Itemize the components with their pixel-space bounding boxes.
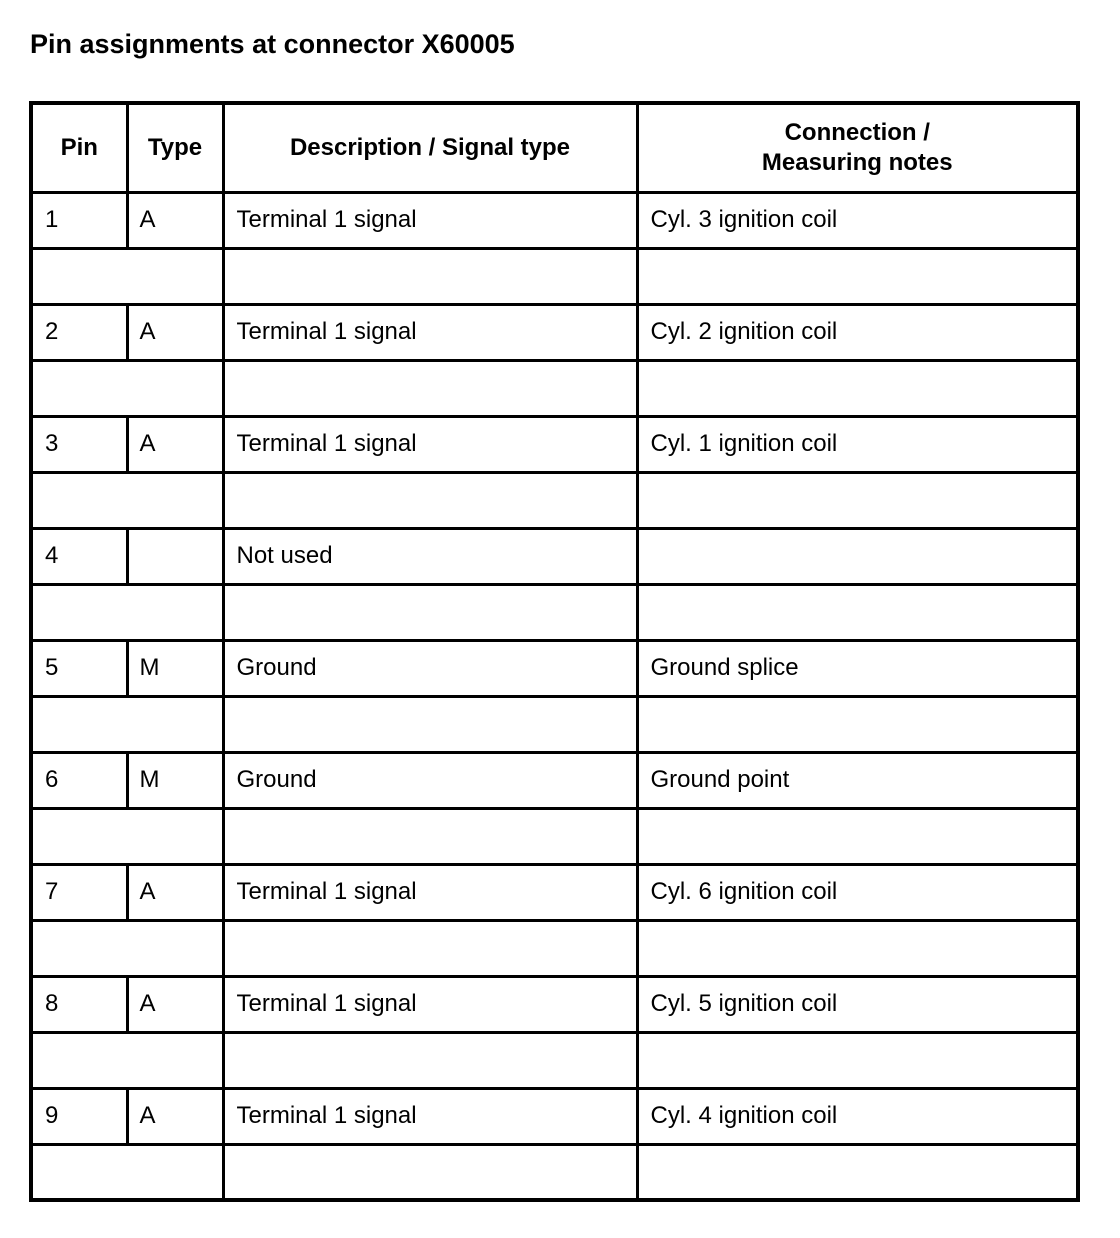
blank-cell	[223, 1144, 637, 1200]
type-cell: M	[127, 752, 223, 808]
blank-cell	[637, 1144, 1078, 1200]
pin-cell: 5	[31, 640, 127, 696]
blank-cell	[223, 472, 637, 528]
blank-cell	[31, 360, 223, 416]
table-row	[31, 640, 1078, 696]
type-cell: M	[127, 640, 223, 696]
blank-cell	[637, 472, 1078, 528]
header-description: Description / Signal type	[223, 103, 637, 192]
blank-cell	[31, 1144, 223, 1200]
connection-cell: Cyl. 4 ignition coil	[637, 1088, 1078, 1144]
pin-cell: 7	[31, 864, 127, 920]
header-connection-line2: Measuring notes	[761, 148, 953, 176]
type-cell: A	[127, 864, 223, 920]
blank-cell	[223, 1032, 637, 1088]
header-connection-line1: Connection /	[784, 118, 930, 146]
blank-cell	[31, 248, 223, 304]
description-cell: Ground	[223, 640, 637, 696]
table-row	[31, 864, 1078, 920]
table-row	[31, 528, 1078, 584]
description-cell: Terminal 1 signal	[223, 1088, 637, 1144]
description-cell: Terminal 1 signal	[223, 304, 637, 360]
connection-cell: Ground splice	[637, 640, 1078, 696]
blank-row	[31, 248, 1078, 304]
blank-cell	[637, 696, 1078, 752]
type-cell: A	[127, 192, 223, 248]
blank-row	[31, 1144, 1078, 1200]
pin-cell: 4	[31, 528, 127, 584]
description-cell: Not used	[223, 528, 637, 584]
blank-cell	[223, 360, 637, 416]
blank-cell	[31, 1032, 223, 1088]
pin-cell: 2	[31, 304, 127, 360]
table-row	[31, 976, 1078, 1032]
pin-cell: 3	[31, 416, 127, 472]
blank-cell	[223, 696, 637, 752]
header-pin: Pin	[31, 103, 127, 192]
pin-cell: 9	[31, 1088, 127, 1144]
blank-cell	[637, 360, 1078, 416]
pin-assignment-table	[29, 101, 1080, 1202]
table-row	[31, 416, 1078, 472]
blank-cell	[223, 584, 637, 640]
blank-cell	[31, 808, 223, 864]
description-cell: Terminal 1 signal	[223, 864, 637, 920]
page-title: Pin assignments at connector X60005	[30, 29, 515, 59]
connection-cell: Cyl. 5 ignition coil	[637, 976, 1078, 1032]
pin-cell: 6	[31, 752, 127, 808]
connection-cell: Cyl. 3 ignition coil	[637, 192, 1078, 248]
type-cell	[127, 528, 223, 584]
type-cell: A	[127, 976, 223, 1032]
connection-cell	[637, 528, 1078, 584]
description-cell: Terminal 1 signal	[223, 416, 637, 472]
connection-cell: Ground point	[637, 752, 1078, 808]
connection-cell: Cyl. 6 ignition coil	[637, 864, 1078, 920]
blank-cell	[637, 248, 1078, 304]
blank-cell	[223, 248, 637, 304]
header-type: Type	[127, 103, 223, 192]
blank-cell	[31, 696, 223, 752]
table-row	[31, 1088, 1078, 1144]
header-connection	[637, 103, 1078, 192]
table-row	[31, 192, 1078, 248]
description-cell: Terminal 1 signal	[223, 192, 637, 248]
blank-cell	[637, 808, 1078, 864]
blank-cell	[31, 472, 223, 528]
blank-row	[31, 1032, 1078, 1088]
description-cell: Terminal 1 signal	[223, 976, 637, 1032]
blank-cell	[637, 1032, 1078, 1088]
connection-cell: Cyl. 2 ignition coil	[637, 304, 1078, 360]
type-cell: A	[127, 416, 223, 472]
blank-cell	[31, 920, 223, 976]
type-cell: A	[127, 304, 223, 360]
blank-cell	[637, 920, 1078, 976]
blank-cell	[223, 808, 637, 864]
blank-cell	[223, 920, 637, 976]
blank-row	[31, 584, 1078, 640]
blank-row	[31, 360, 1078, 416]
blank-row	[31, 920, 1078, 976]
blank-row	[31, 696, 1078, 752]
table-row	[31, 752, 1078, 808]
pin-cell: 8	[31, 976, 127, 1032]
description-cell: Ground	[223, 752, 637, 808]
blank-cell	[31, 584, 223, 640]
blank-row	[31, 472, 1078, 528]
pin-cell: 1	[31, 192, 127, 248]
blank-cell	[637, 584, 1078, 640]
blank-row	[31, 808, 1078, 864]
table-row	[31, 304, 1078, 360]
type-cell: A	[127, 1088, 223, 1144]
table-header-row	[31, 103, 1078, 192]
connection-cell: Cyl. 1 ignition coil	[637, 416, 1078, 472]
